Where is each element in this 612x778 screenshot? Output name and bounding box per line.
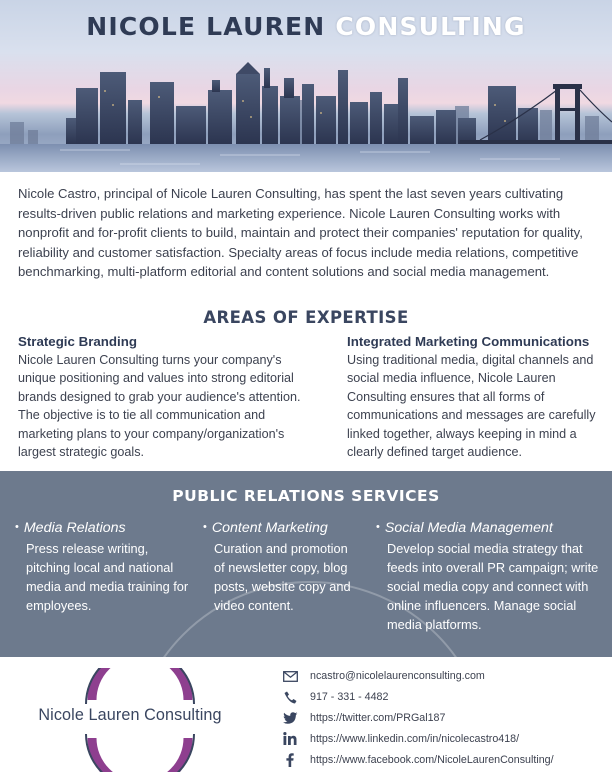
page-title [0, 12, 612, 41]
service-media-relations [15, 520, 195, 615]
contact-linkedin[interactable] [282, 728, 607, 749]
contact-facebook-text[interactable]: https://www.facebook.com/NicoleLaurenConsulting/ [310, 753, 554, 766]
facebook-icon [282, 753, 298, 767]
contact-phone[interactable] [282, 687, 607, 708]
hero-banner [0, 0, 612, 172]
contact-facebook[interactable] [282, 749, 607, 770]
service-body: Curation and promotion of newsletter copy, blog posts, website copy and video content. [214, 541, 351, 613]
expertise-body: Nicole Lauren Consulting turns your company's unique positioning and values into strong editorial brands designed to grab your audience's attention. The objective is to tie all communication and marketing plans to your company/organization's largest strategic goals. [18, 353, 301, 460]
expertise-body: Using traditional media, digital channels and social media influence, Nicole Lauren Consulting ensures that all forms of communications and messages are carefully linked together, always keeping in mind a clearly defined target audience. [347, 353, 596, 460]
email-icon [282, 669, 298, 683]
service-body: Press release writing, pitching local and national media and media training for employees. [26, 541, 189, 613]
service-social-media-management [376, 520, 608, 634]
service-heading [203, 520, 353, 536]
contact-email[interactable] [282, 666, 607, 687]
service-heading-text: Media Relations [23, 520, 126, 536]
bullet-icon: • [203, 521, 207, 533]
service-body: Develop social media strategy that feeds into overall PR campaign; write social media copy and connect with online influencers. Manage social media platforms. [387, 541, 599, 632]
expertise-heading: Integrated Marketing Communications [347, 334, 590, 349]
service-content-marketing [203, 520, 353, 615]
twitter-icon [282, 711, 298, 725]
expertise-title: AREAS OF EXPERTISE [203, 308, 409, 327]
contact-list [282, 666, 607, 770]
intro-paragraph: Nicole Castro, principal of Nicole Lauren Consulting, has spent the last seven years cultivating results-driven public relations and marketing experience. Nicole Lauren Consulting works with nonprofit and for-profit clients to build, maintain and protect their companies' reputation for quality, reliability and customer satisfaction. Specialty areas of focus include media relations, competitive benchmarking, multi-platform editorial and content solutions and social media management. [18, 186, 583, 280]
expertise-item-strategic-branding [18, 334, 303, 461]
title-consulting: CONSULTING [335, 12, 526, 41]
bullet-icon: • [15, 521, 19, 533]
service-heading-text: Social Media Management [384, 520, 553, 536]
services-title: PUBLIC RELATIONS SERVICES [172, 487, 440, 505]
contact-linkedin-text[interactable]: https://www.linkedin.com/in/nicolecastro418/ [310, 732, 520, 745]
contact-twitter[interactable] [282, 708, 607, 729]
services-band [0, 471, 612, 657]
logo-text: Nicole Lauren Consulting [38, 706, 222, 724]
bullet-icon: • [376, 521, 380, 533]
contact-twitter-text[interactable]: https://twitter.com/PRGal187 [310, 711, 446, 724]
company-logo [30, 668, 230, 772]
service-heading [15, 520, 195, 536]
title-name: NICOLE LAUREN [86, 12, 336, 41]
contact-email-text[interactable]: ncastro@nicolelaurenconsulting.com [310, 670, 485, 683]
linkedin-icon [282, 732, 298, 746]
expertise-heading: Strategic Branding [18, 334, 137, 349]
expertise-item-integrated-marketing [347, 334, 597, 461]
service-heading [376, 520, 608, 536]
city-skyline-image [0, 60, 612, 172]
service-heading-text: Content Marketing [211, 520, 328, 536]
phone-icon [282, 690, 298, 704]
contact-phone-text[interactable]: 917 - 331 - 4482 [310, 691, 389, 704]
